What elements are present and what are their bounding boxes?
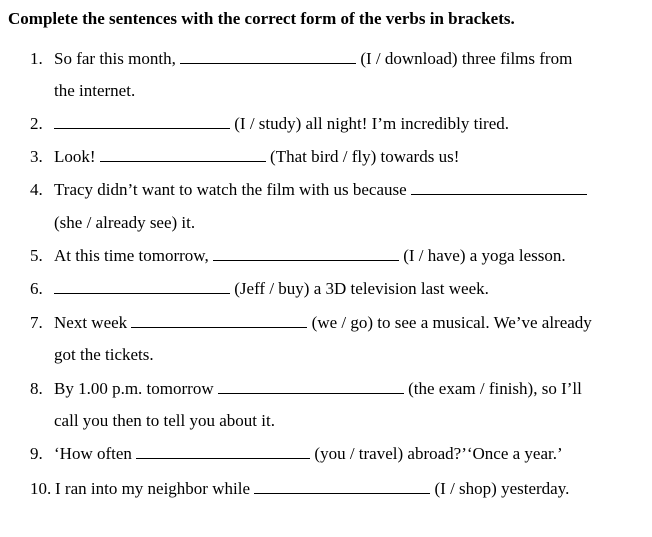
sentence-before: Tracy didn’t want to watch the film with us because	[54, 180, 407, 199]
item-number: 9.	[30, 444, 43, 463]
item-number: 7.	[30, 313, 43, 332]
item-sentence	[54, 180, 587, 200]
item-number: 2.	[30, 114, 43, 133]
answer-blank[interactable]	[254, 479, 430, 494]
item-number: 8.	[30, 379, 43, 398]
item-sentence	[54, 114, 509, 134]
sentence-before: I ran into my neighbor while	[55, 479, 250, 498]
sentence-before: By 1.00 p.m. tomorrow	[54, 379, 214, 398]
answer-blank[interactable]	[131, 313, 307, 328]
sentence-continuation: got the tickets.	[54, 345, 154, 364]
sentence-before: So far this month,	[54, 49, 176, 68]
sentence-before: At this time tomorrow,	[54, 246, 209, 265]
sentence-after: (you / travel) abroad?’‘Once a year.’	[314, 444, 563, 463]
sentence-after: (I / have) a yoga lesson.	[403, 246, 566, 265]
item-sentence	[54, 313, 592, 333]
answer-blank[interactable]	[54, 114, 230, 129]
sentence-after: (I / shop) yesterday.	[434, 479, 570, 498]
answer-blank[interactable]	[213, 246, 399, 261]
answer-blank[interactable]	[136, 444, 310, 459]
sentence-after: (the exam / finish), so I’ll	[408, 379, 582, 398]
answer-blank[interactable]	[180, 49, 356, 64]
item-number: 1.	[30, 49, 43, 68]
instructions-title: Complete the sentences with the correct form of the verbs in brackets.	[8, 9, 515, 28]
item-sentence	[55, 479, 569, 499]
sentence-after: (I / study) all night! I’m incredibly tired.	[234, 114, 510, 133]
sentence-before: Look!	[54, 147, 96, 166]
item-sentence	[54, 49, 572, 69]
sentence-continuation: (she / already see) it.	[54, 213, 196, 232]
item-sentence	[54, 379, 582, 399]
item-number: 10.	[30, 479, 52, 498]
sentence-after: (That bird / fly) towards us!	[270, 147, 460, 166]
item-sentence	[54, 444, 563, 464]
item-number: 6.	[30, 279, 43, 298]
item-sentence	[54, 279, 489, 299]
sentence-after: (I / download) three films from	[360, 49, 573, 68]
sentence-before: Next week	[54, 313, 128, 332]
sentence-after: (Jeff / buy) a 3D television last week.	[234, 279, 489, 298]
item-number: 4.	[30, 180, 43, 199]
answer-blank[interactable]	[411, 180, 587, 195]
item-number: 3.	[30, 147, 43, 166]
sentence-continuation: the internet.	[54, 81, 136, 100]
sentence-before: ‘How often	[54, 444, 132, 463]
item-number: 5.	[30, 246, 43, 265]
answer-blank[interactable]	[100, 147, 266, 162]
item-sentence	[54, 246, 566, 266]
answer-blank[interactable]	[54, 279, 230, 294]
sentence-continuation: call you then to tell you about it.	[54, 411, 275, 430]
item-sentence	[54, 147, 459, 167]
sentence-after: (we / go) to see a musical. We’ve already	[311, 313, 592, 332]
answer-blank[interactable]	[218, 379, 404, 394]
